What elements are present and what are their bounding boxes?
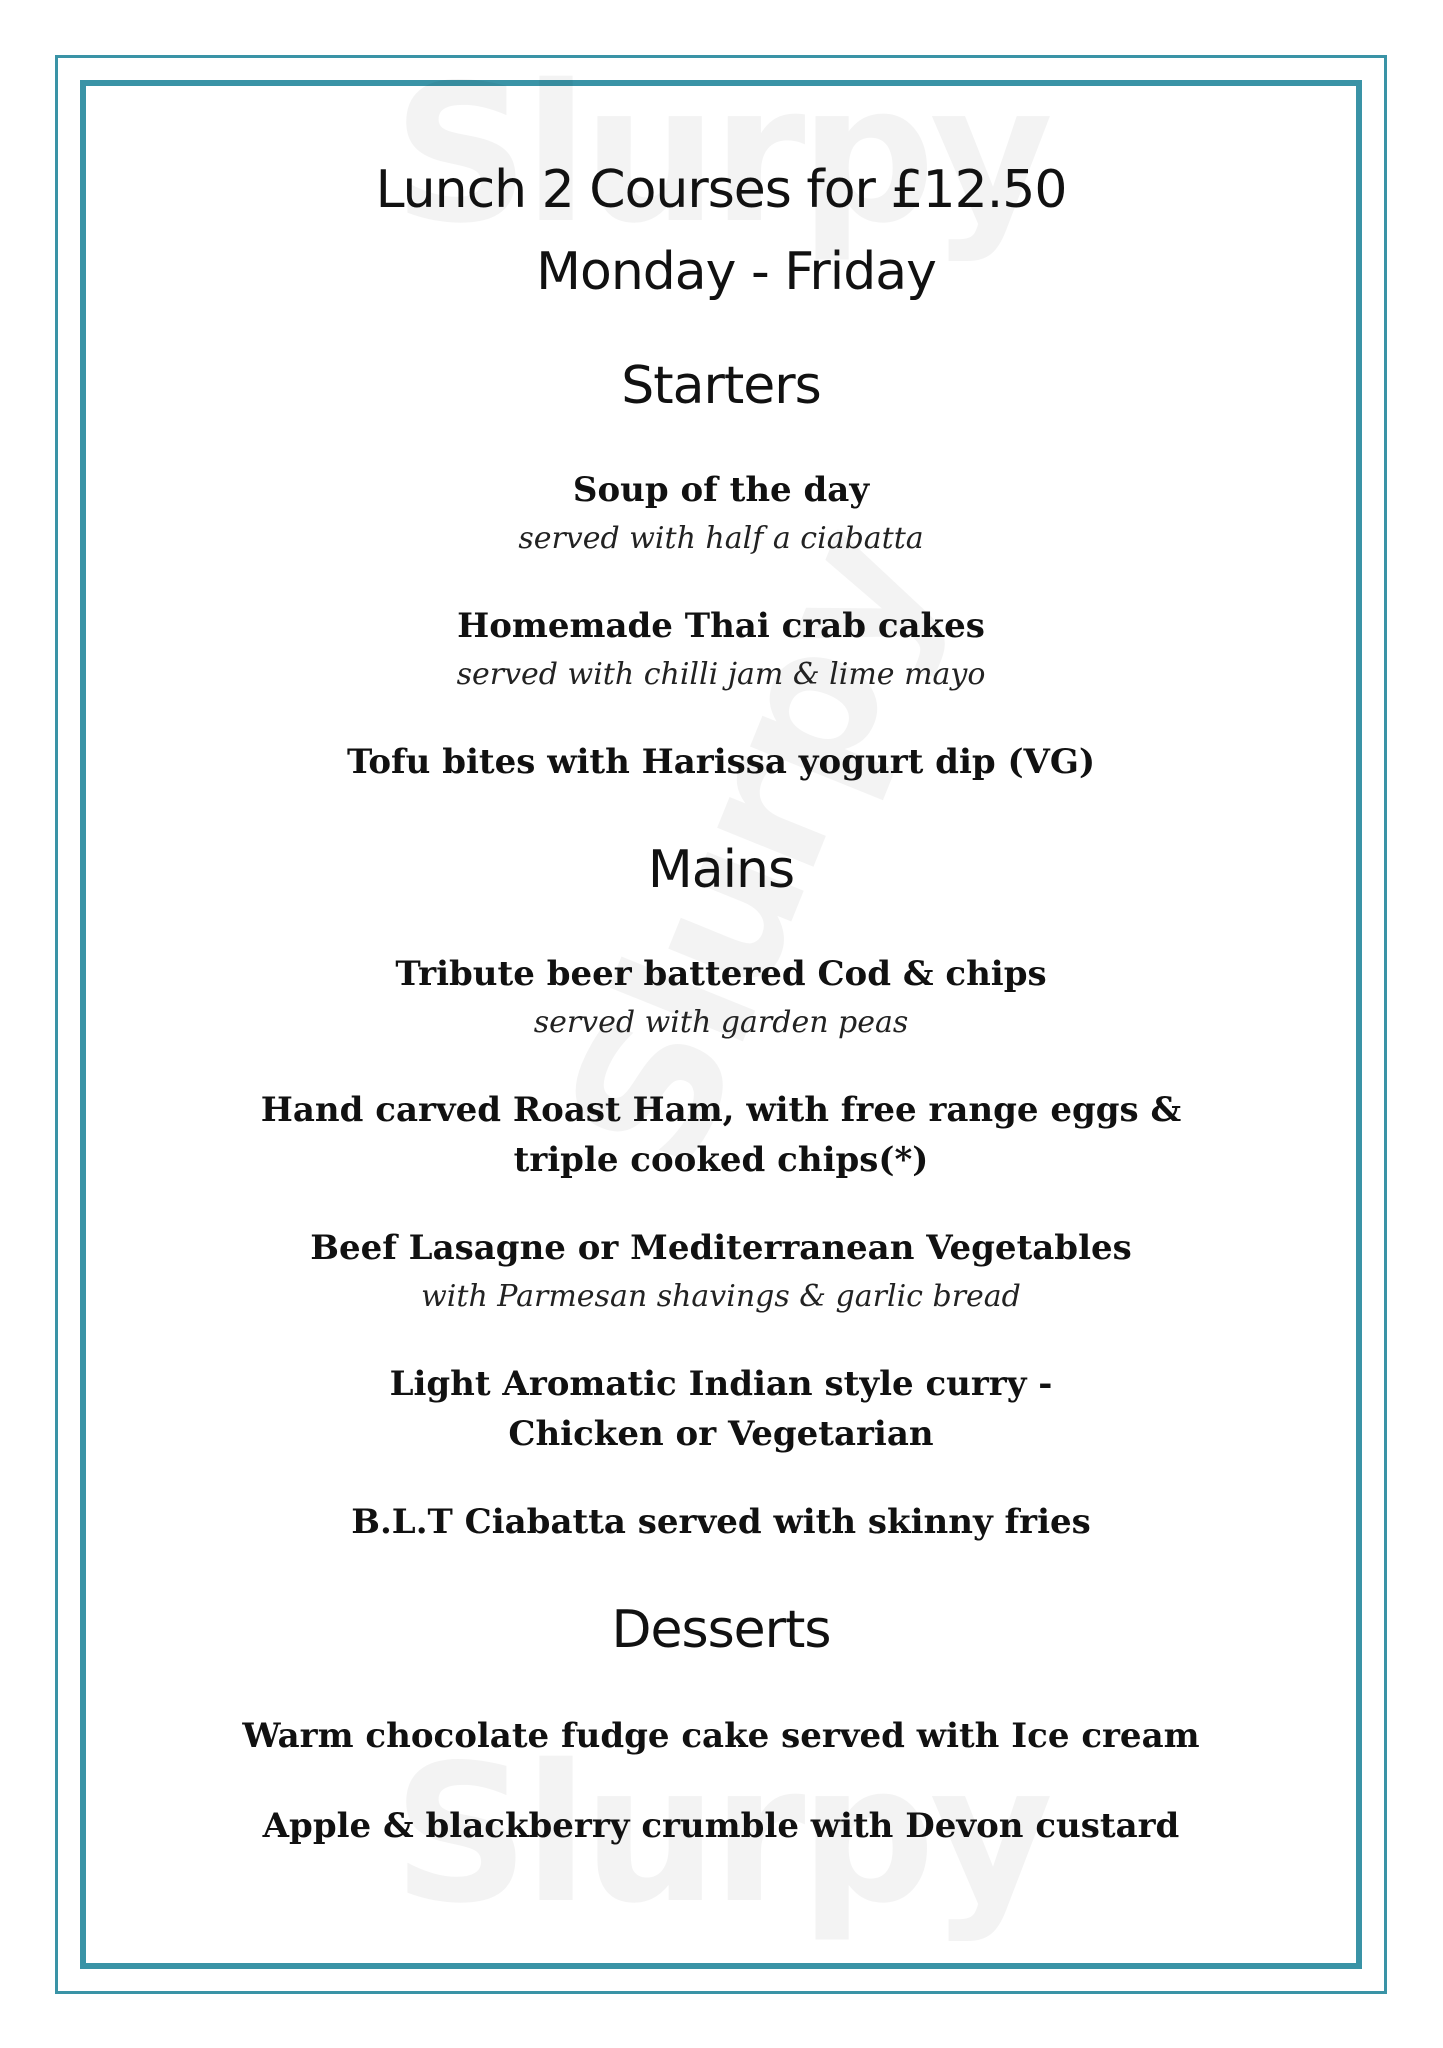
- menu-item: [86, 1801, 1356, 1851]
- menu-item: [86, 601, 1356, 699]
- menu-item: [86, 737, 1356, 787]
- menu-item: [86, 1711, 1356, 1761]
- item-description: served with half a ciabatta: [518, 521, 924, 556]
- item-name: Tribute beer battered Cod & chips: [395, 954, 1047, 994]
- item-description: served with chilli jam & lime mayo: [456, 657, 986, 692]
- item-description: with Parmesan shavings & garlic bread: [421, 1279, 1021, 1314]
- item-name: Tofu bites with Harissa yogurt dip (VG): [346, 742, 1096, 782]
- item-name: Apple & blackberry crumble with Devon custard: [262, 1806, 1180, 1846]
- menu-days: Monday - Friday: [536, 242, 936, 302]
- menu-item: [86, 1085, 1356, 1185]
- menu-item: [86, 465, 1356, 563]
- item-name: Soup of the day: [572, 470, 870, 510]
- section-title-mains: Mains: [647, 840, 795, 900]
- item-name: Beef Lasagne or Mediterranean Vegetables: [310, 1228, 1132, 1268]
- section-title-starters: Starters: [621, 356, 821, 416]
- menu-title: Lunch 2 Courses for £12.50: [375, 160, 1067, 220]
- item-name: Warm chocolate fudge cake served with Ice cream: [242, 1716, 1200, 1756]
- item-name: Light Aromatic Indian style curry - Chicken or Vegetarian: [389, 1364, 1053, 1454]
- menu-item: [86, 1359, 1356, 1459]
- menu-item: [86, 1497, 1356, 1547]
- menu-item: [86, 1223, 1356, 1321]
- menu-item: [86, 949, 1356, 1047]
- item-name: Hand carved Roast Ham, with free range eggs & triple cooked chips(*): [260, 1090, 1182, 1180]
- menu-content: [86, 86, 1356, 1851]
- item-description: served with garden peas: [533, 1005, 909, 1040]
- item-name: B.L.T Ciabatta served with skinny fries: [351, 1502, 1091, 1542]
- section-title-desserts: Desserts: [611, 1600, 831, 1660]
- item-name: Homemade Thai crab cakes: [457, 606, 985, 646]
